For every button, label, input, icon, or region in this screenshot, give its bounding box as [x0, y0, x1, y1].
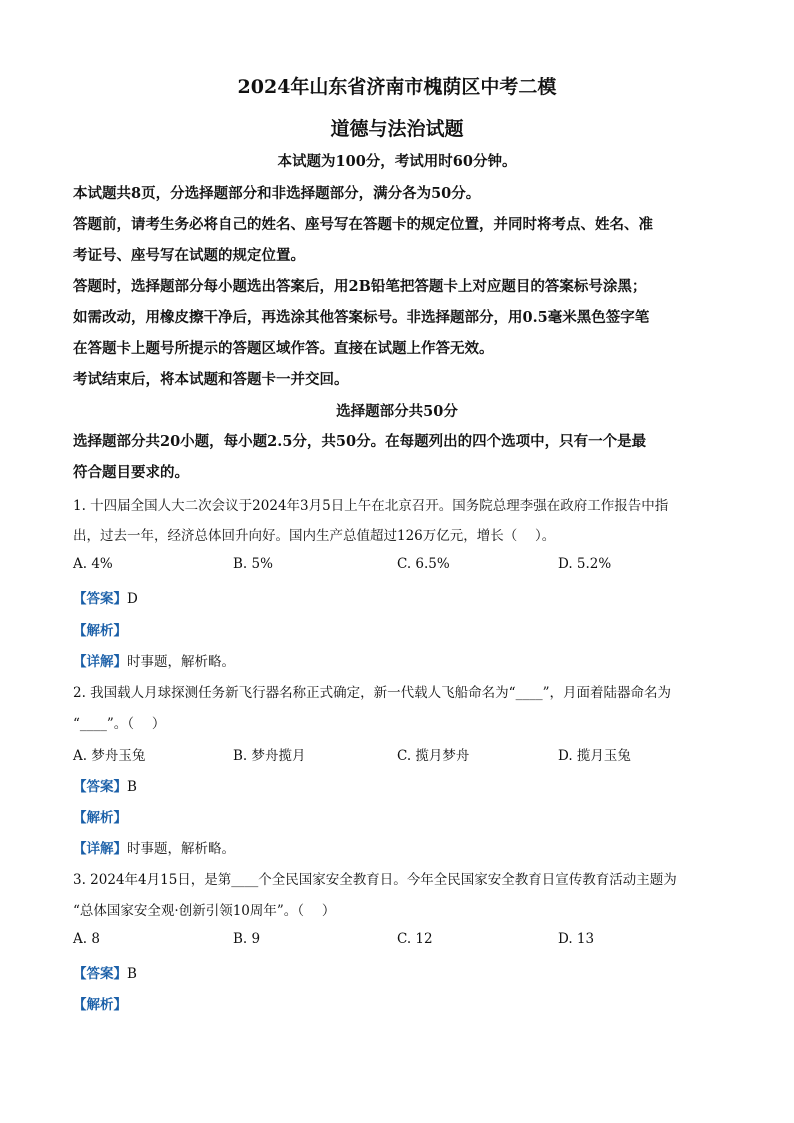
question-1-detail [73, 650, 235, 670]
exam-title: 2024年山东省济南市槐荫区中考二模 [237, 76, 557, 98]
question-2-analysis [73, 806, 127, 826]
instruction-line: 如需改动，用橡皮擦干净后，再选涂其他答案标号。非选择题部分，用0.5毫米黑色签字笔 [73, 309, 650, 326]
question-2-text: 2. 我国载人月球探测任务新飞行器名称正式确定，新一代载人飞船命名为“____”，月面着陆器命名为 [73, 685, 671, 701]
instruction-line: 考证号、座号写在试题的规定位置。 [73, 247, 305, 264]
question-3-answer [73, 962, 137, 982]
question-1-answer [73, 587, 138, 607]
answer-tag: 【答案】 [73, 779, 127, 795]
question-2-answer [73, 775, 137, 795]
question-1-option-a: A. 4% [73, 556, 113, 572]
answer-tag: 【答案】 [73, 591, 127, 607]
instruction-line: 在答题卡上题号所提示的答题区域作答。直接在试题上作答无效。 [73, 340, 494, 357]
question-1-text: 出，过去一年，经济总体回升向好。国内生产总值超过126万亿元，增长（ ）。 [73, 528, 556, 544]
answer-value: B [127, 966, 137, 982]
answer-tag: 【答案】 [73, 966, 127, 982]
question-3-analysis [73, 993, 127, 1013]
question-2-option-a: A. 梦舟玉兔 [73, 748, 146, 764]
analysis-tag: 【解析】 [73, 623, 127, 639]
detail-tag: 【详解】 [73, 841, 127, 857]
instruction-line: 考试结束后，将本试题和答题卡一并交回。 [73, 371, 349, 388]
instruction-line: 本试题共8页，分选择题部分和非选择题部分，满分各为50分。 [73, 185, 481, 202]
question-3-option-b: B. 9 [233, 931, 261, 947]
question-3-text: “总体国家安全观·创新引领10周年”。（ ） [73, 903, 336, 919]
section-description: 选择题部分共20小题，每小题2.5分，共50分。在每题列出的四个选项中，只有一个是最 [73, 433, 647, 450]
analysis-tag: 【解析】 [73, 997, 127, 1013]
answer-value: B [127, 779, 137, 795]
question-3-option-d: D. 13 [558, 931, 595, 947]
question-1-option-b: B. 5% [233, 556, 273, 572]
question-2-option-d: D. 揽月玉兔 [558, 748, 631, 764]
analysis-tag: 【解析】 [73, 810, 127, 826]
question-1-option-c: C. 6.5% [397, 556, 450, 572]
question-2-detail [73, 837, 235, 857]
detail-text: 时事题，解析略。 [127, 841, 235, 857]
question-3-text: 3. 2024年4月15日，是第____个全民国家安全教育日。今年全民国家安全教育日宣传教育活动主题为 [73, 872, 677, 888]
question-1-text: 1. 十四届全国人大二次会议于2024年3月5日上午在北京召开。国务院总理李强在政府工作报告中指 [73, 498, 669, 514]
detail-tag: 【详解】 [73, 654, 127, 670]
question-3-option-c: C. 12 [397, 931, 433, 947]
detail-text: 时事题，解析略。 [127, 654, 235, 670]
section-heading: 选择题部分共50分 [336, 403, 458, 420]
question-1-analysis [73, 619, 127, 639]
question-2-text: “____”。（ ） [73, 716, 166, 732]
question-3-option-a: A. 8 [73, 931, 100, 947]
question-2-option-b: B. 梦舟揽月 [233, 748, 306, 764]
exam-subtitle: 道德与法治试题 [330, 118, 464, 140]
section-description: 符合题目要求的。 [73, 464, 189, 481]
question-2-option-c: C. 揽月梦舟 [397, 748, 470, 764]
answer-value: D [127, 591, 138, 607]
question-1-option-d: D. 5.2% [558, 556, 612, 572]
instruction-line: 答题时，选择题部分每小题选出答案后，用2B铅笔把答题卡上对应题目的答案标号涂黑； [73, 278, 647, 295]
instruction-line: 答题前，请考生务必将自己的姓名、座号写在答题卡的规定位置，并同时将考点、姓名、准 [73, 216, 653, 233]
time-note: 本试题为100分，考试用时60分钟。 [277, 153, 517, 170]
